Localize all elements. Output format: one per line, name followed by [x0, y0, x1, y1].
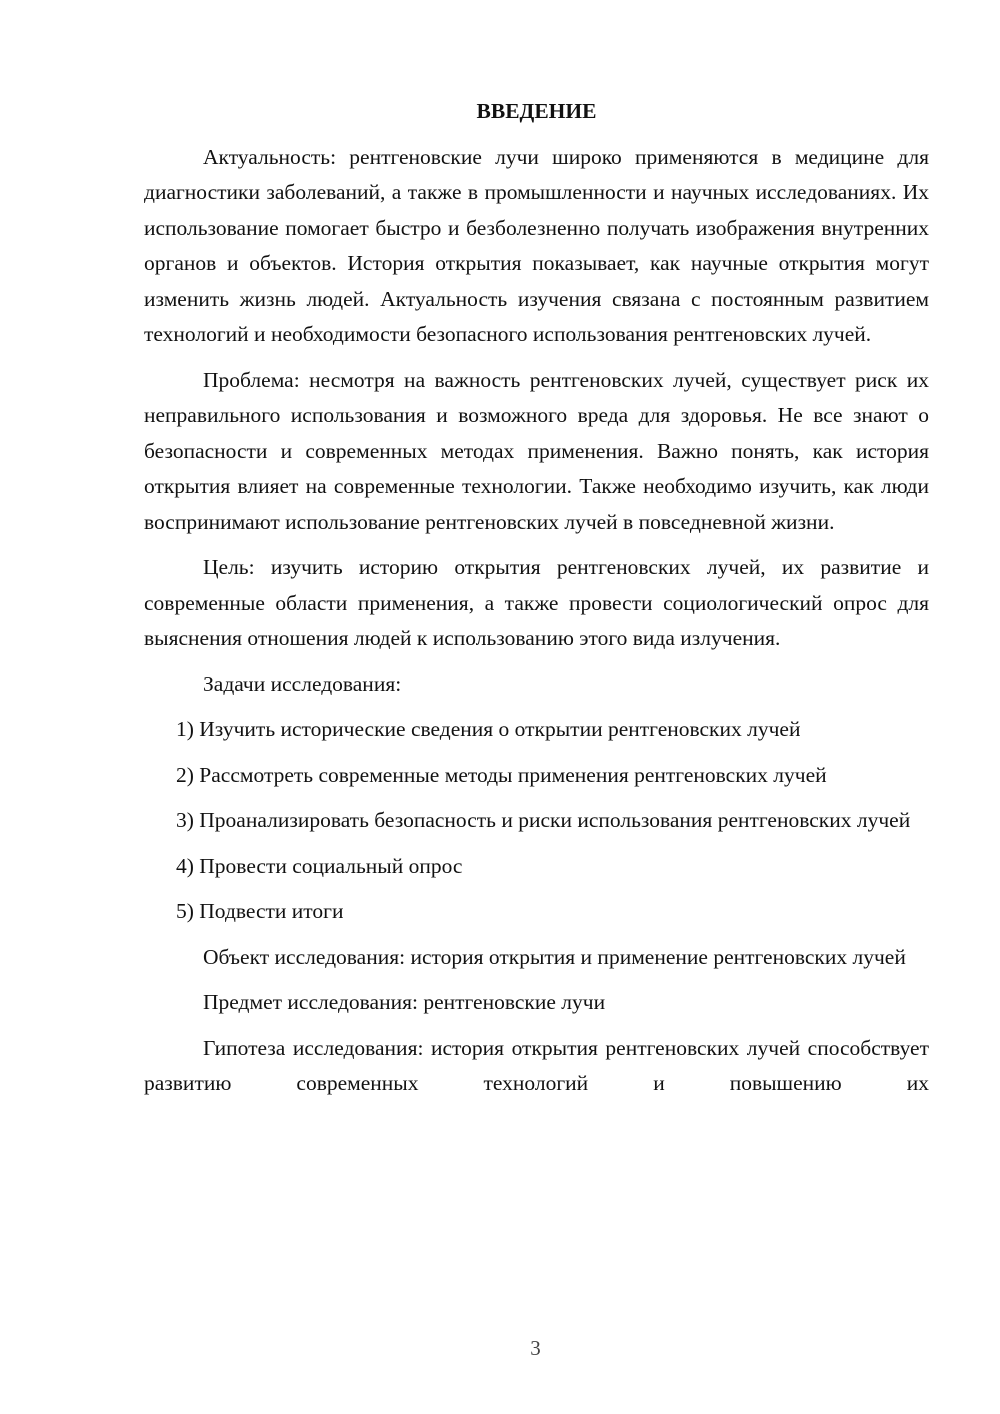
page-content [144, 94, 929, 1102]
task-item-4: 4) Провести социальный опрос [176, 853, 463, 878]
task-item-3: 3) Проанализировать безопасность и риски использования рентгеновских лучей [176, 808, 911, 832]
paragraph-object: Объект исследования: история открытия и применение рентгеновских лучей [203, 944, 906, 969]
paragraph-problem: Проблема: несмотря на важность рентгеновских лучей, существует риск их неправильного использования и возможного вреда для здоровья. Не все знают о безопасности и современных методах применения. Важно понять, как история открытия влияет на современные технологии. Также необходимо изучить, как люди воспринимают использование рентгеновских лучей в повседневной жизни. [144, 367, 929, 534]
task-item-1: 1) Изучить исторические сведения о открытии рентгеновских лучей [176, 717, 801, 741]
task-item-5: 5) Подвести итоги [176, 899, 344, 923]
page-number: 3 [530, 1336, 541, 1360]
paragraph-subject: Предмет исследования: рентгеновские лучи [203, 990, 606, 1014]
paragraph-hypothesis: Гипотеза исследования: история открытия рентгеновских лучей способствует развитию современных технологий и повышению их [144, 1035, 929, 1095]
task-item-2: 2) Рассмотреть современные методы применения рентгеновских лучей [176, 762, 827, 787]
paragraph-goal: Цель: изучить историю открытия рентгеновских лучей, их развитие и современные области применения, а также провести социологический опрос для выяснения отношения людей к использованию этого вида излучения. [144, 555, 929, 650]
tasks-title: Задачи исследования: [203, 671, 402, 696]
paragraph-relevance: Актуальность: рентгеновские лучи широко применяются в медицине для диагностики заболеваний, а также в промышленности и научных исследованиях. Их использование помогает быстро и безболезненно получать изображения внутренних органов и объектов. История открытия показывает, как научные открытия могут изменить жизнь людей. Актуальность изучения связана с постоянным развитием технологий и необходимости безопасного использования рентгеновских лучей. [144, 144, 929, 346]
section-heading: ВВЕДЕНИЕ [476, 99, 597, 123]
